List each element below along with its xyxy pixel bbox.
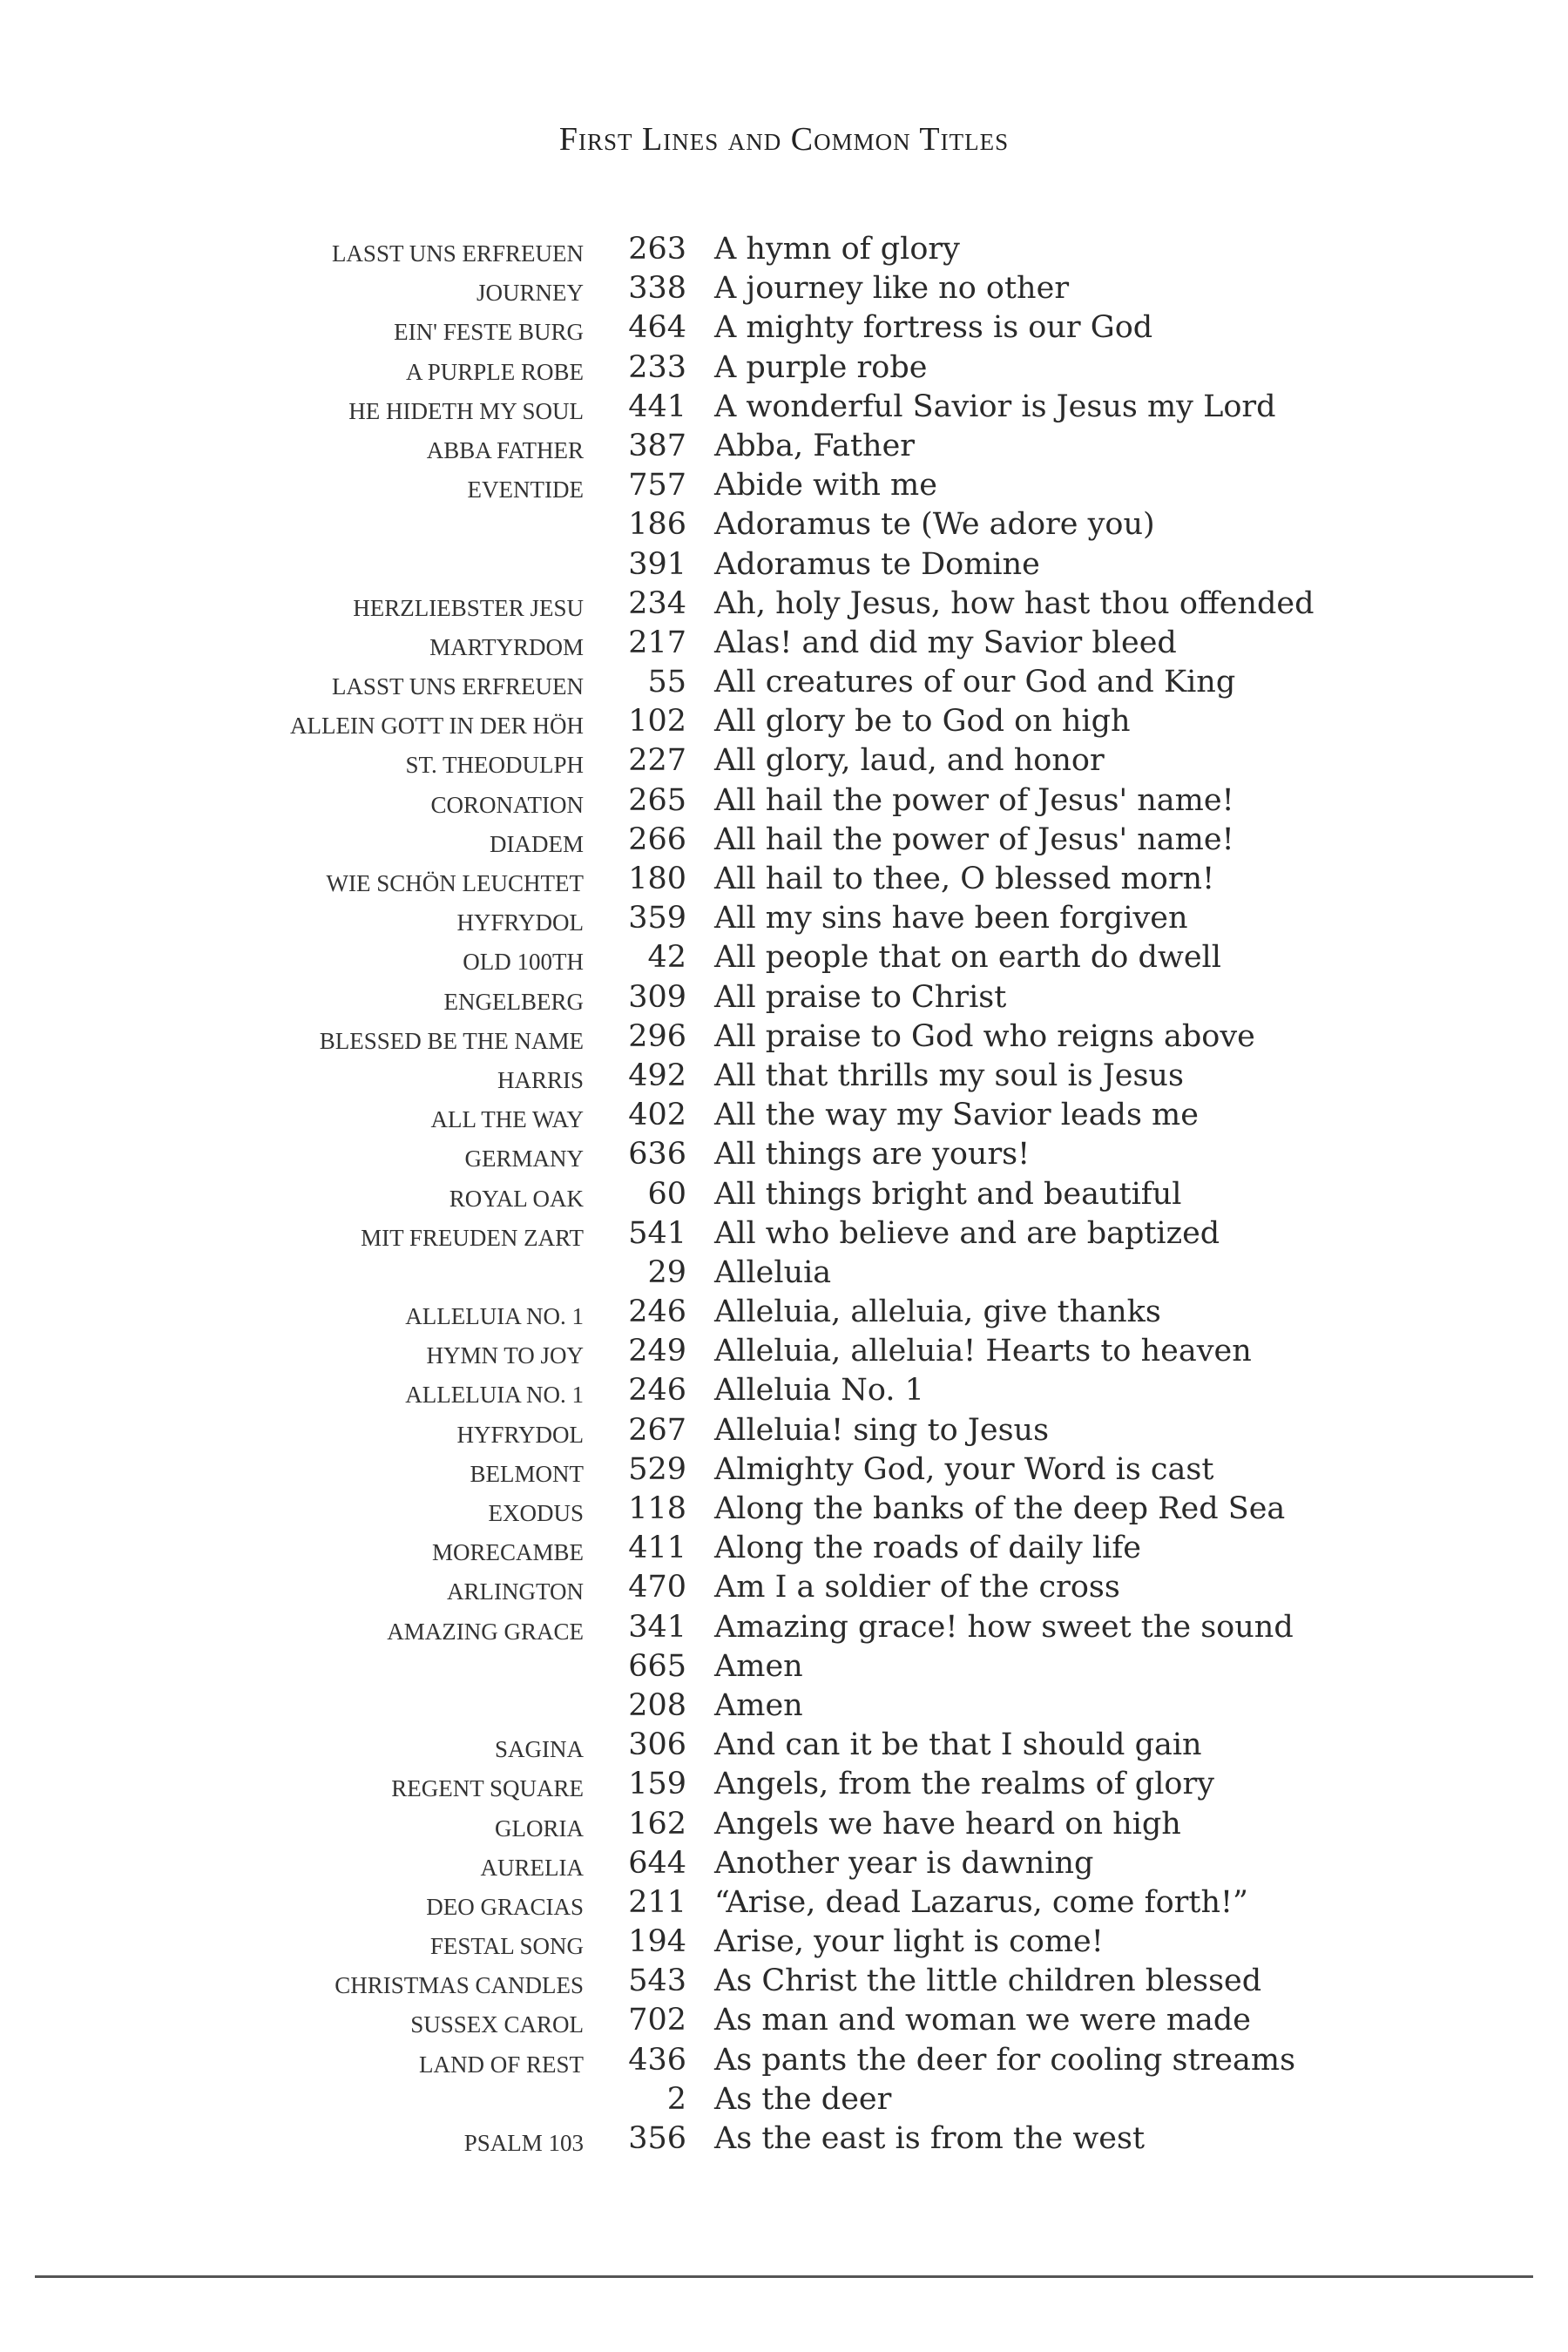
index-row: [0, 386, 1568, 425]
tune-name: GERMANY: [464, 1146, 584, 1173]
index-row: [0, 1724, 1568, 1763]
index-row: [0, 1606, 1568, 1646]
index-row: [0, 1449, 1568, 1488]
tune-name: REGENT SQUARE: [391, 1775, 584, 1802]
index-row: [0, 1685, 1568, 1724]
hymn-number: 543: [628, 1963, 686, 1999]
hymn-number: 267: [628, 1412, 686, 1448]
first-line: Alleluia No. 1: [714, 1373, 924, 1409]
first-line: As man and woman we were made: [714, 2003, 1251, 2038]
hymn-number: 529: [628, 1451, 686, 1487]
tune-name: ALL THE WAY: [430, 1106, 584, 1133]
tune-name: AURELIA: [480, 1854, 584, 1881]
hymn-number: 266: [628, 821, 686, 857]
index-row: [0, 858, 1568, 897]
hymn-number: 118: [628, 1491, 686, 1526]
hymn-number: 470: [628, 1570, 686, 1605]
first-line: Amen: [714, 1648, 803, 1684]
tune-name: MIT FREUDEN ZART: [361, 1224, 584, 1251]
index-row: [0, 1882, 1568, 1921]
first-line: Alleluia, alleluia! Hearts to heaven: [714, 1334, 1252, 1369]
first-line: All hail the power of Jesus' name!: [714, 782, 1234, 818]
hymn-number: 402: [628, 1098, 686, 1133]
first-line: Alas! and did my Savior bleed: [714, 625, 1177, 660]
first-line: Along the roads of daily life: [714, 1531, 1141, 1566]
first-line: As pants the deer for cooling streams: [714, 2042, 1296, 2078]
index-row: [0, 780, 1568, 819]
first-line: A hymn of glory: [714, 232, 960, 267]
tune-name: BELMONT: [470, 1460, 584, 1487]
tune-name: A PURPLE ROBE: [405, 358, 584, 385]
tune-name: WIE SCHÖN LEUCHTET: [326, 870, 584, 896]
first-line: Am I a soldier of the cross: [714, 1570, 1120, 1605]
hymn-number: 306: [628, 1727, 686, 1763]
hymn-number: 233: [628, 349, 686, 385]
first-line: All things bright and beautiful: [714, 1176, 1182, 1212]
index-list: [0, 228, 1568, 2157]
first-line: Abide with me: [714, 468, 937, 504]
footer-rule: [35, 2275, 1533, 2278]
index-row: [0, 464, 1568, 504]
hymn-number: 60: [647, 1176, 686, 1212]
index-row: [0, 504, 1568, 543]
index-row: [0, 1291, 1568, 1330]
index-row: [0, 1252, 1568, 1291]
hymn-number: 411: [628, 1531, 686, 1566]
hymn-number: 356: [628, 2121, 686, 2156]
tune-name: HYMN TO JOY: [426, 1342, 584, 1369]
index-row: [0, 897, 1568, 936]
hymn-number: 29: [647, 1254, 686, 1290]
tune-name: DEO GRACIAS: [426, 1893, 584, 1920]
tune-name: HARRIS: [497, 1066, 584, 1093]
hymn-number: 217: [628, 625, 686, 660]
index-row: [0, 2118, 1568, 2157]
index-row: [0, 307, 1568, 346]
index-row: [0, 622, 1568, 661]
tune-name: EIN' FESTE BURG: [394, 319, 584, 346]
tune-name: ST. THEODULPH: [405, 752, 584, 779]
first-line: Amazing grace! how sweet the sound: [714, 1609, 1294, 1645]
first-line: Angels we have heard on high: [714, 1806, 1181, 1842]
first-line: All things are yours!: [714, 1137, 1031, 1173]
tune-name: DIADEM: [490, 830, 584, 857]
first-line: All who believe and are baptized: [714, 1215, 1220, 1251]
tune-name: ABBA FATHER: [426, 436, 584, 463]
index-row: [0, 1213, 1568, 1252]
first-line: “Arise, dead Lazarus, come forth!”: [714, 1884, 1248, 1920]
index-row: [0, 347, 1568, 386]
first-line: Angels, from the realms of glory: [714, 1767, 1214, 1802]
hymn-number: 644: [628, 1845, 686, 1881]
hymn-number: 263: [628, 232, 686, 267]
first-line: Almighty God, your Word is cast: [714, 1451, 1214, 1487]
tune-name: HYFRYDOL: [456, 909, 584, 936]
tune-name: EXODUS: [488, 1500, 584, 1526]
index-row: [0, 819, 1568, 858]
hymn-number: 234: [628, 585, 686, 621]
hymn-number: 464: [628, 310, 686, 346]
first-line: All glory, laud, and honor: [714, 743, 1105, 779]
tune-name: CHRISTMAS CANDLES: [335, 1972, 584, 1999]
first-line: Another year is dawning: [714, 1845, 1094, 1881]
first-line: All hail the power of Jesus' name!: [714, 821, 1234, 857]
first-line: Adoramus te (We adore you): [714, 507, 1155, 543]
first-line: And can it be that I should gain: [714, 1727, 1202, 1763]
first-line: All hail to thee, O blessed morn!: [714, 862, 1215, 896]
first-line: Alleluia: [714, 1254, 832, 1290]
first-line: As the east is from the west: [714, 2121, 1146, 2156]
index-row: [0, 1763, 1568, 1802]
page-title: First Lines and Common Titles: [558, 121, 1010, 158]
hymn-number: 338: [628, 271, 686, 307]
hymn-number: 265: [628, 782, 686, 818]
first-line: Alleluia, alleluia, give thanks: [714, 1294, 1161, 1330]
index-row: [0, 977, 1568, 1016]
index-row: [0, 1921, 1568, 1960]
index-row: [0, 1527, 1568, 1566]
index-row: [0, 1566, 1568, 1605]
first-line: As Christ the little children blessed: [714, 1963, 1262, 1999]
hymn-number: 757: [628, 468, 686, 504]
index-row: [0, 2039, 1568, 2078]
tune-name: MORECAMBE: [431, 1539, 584, 1566]
hymn-number: 42: [647, 940, 686, 976]
hymn-number: 309: [628, 979, 686, 1015]
tune-name: CORONATION: [430, 791, 584, 818]
tune-name: LASST UNS ERFREUEN: [331, 240, 584, 267]
first-line: All that thrills my soul is Jesus: [714, 1058, 1184, 1093]
first-line: A mighty fortress is our God: [714, 310, 1153, 346]
index-row: [0, 228, 1568, 267]
tune-name: FESTAL SONG: [429, 1933, 584, 1960]
tune-name: SUSSEX CAROL: [410, 2011, 584, 2038]
hymn-number: 211: [628, 1884, 686, 1920]
tune-name: ALLEIN GOTT IN DER HÖH: [290, 713, 584, 740]
tune-name: LASST UNS ERFREUEN: [331, 673, 584, 700]
first-line: Amen: [714, 1687, 803, 1723]
hymn-number: 2: [666, 2081, 686, 2117]
index-row: [0, 425, 1568, 464]
hymn-number: 665: [628, 1648, 686, 1684]
index-row: [0, 1488, 1568, 1527]
first-line: Abba, Father: [714, 428, 916, 463]
hymn-number: 702: [628, 2003, 686, 2038]
tune-name: JOURNEY: [476, 280, 584, 307]
first-line: As the deer: [714, 2081, 892, 2117]
first-line: Alleluia! sing to Jesus: [714, 1412, 1050, 1448]
first-line: Ah, holy Jesus, how hast thou offended: [714, 585, 1315, 621]
tune-name: HE HIDETH MY SOUL: [348, 397, 584, 424]
index-row: [0, 936, 1568, 976]
hymn-number: 227: [628, 743, 686, 779]
index-row: [0, 2078, 1568, 2118]
tune-name: GLORIA: [495, 1815, 584, 1842]
tune-name: HYFRYDOL: [456, 1421, 584, 1448]
hymn-number: 387: [628, 428, 686, 463]
index-row: [0, 1173, 1568, 1213]
index-row: [0, 661, 1568, 700]
hymn-number: 246: [628, 1294, 686, 1330]
index-row: [0, 1369, 1568, 1409]
hymn-number: 636: [628, 1137, 686, 1173]
first-line: All creatures of our God and King: [714, 665, 1236, 700]
tune-name: HERZLIEBSTER JESU: [353, 594, 584, 621]
first-line: Adoramus te Domine: [714, 546, 1040, 582]
first-line: Along the banks of the deep Red Sea: [714, 1491, 1286, 1526]
index-row: [0, 1094, 1568, 1133]
index-row: [0, 544, 1568, 583]
tune-name: ROYAL OAK: [449, 1185, 584, 1212]
tune-name: ENGELBERG: [443, 988, 584, 1015]
first-line: All my sins have been forgiven: [714, 901, 1188, 936]
first-line: A wonderful Savior is Jesus my Lord: [714, 389, 1276, 424]
index-row: [0, 267, 1568, 307]
hymn-number: 194: [628, 1924, 686, 1960]
hymn-number: 102: [628, 704, 686, 740]
tune-name: BLESSED BE THE NAME: [319, 1027, 584, 1054]
hymn-number: 541: [628, 1215, 686, 1251]
index-row: [0, 1330, 1568, 1369]
first-line: Arise, your light is come!: [714, 1924, 1104, 1960]
hymn-number: 246: [628, 1373, 686, 1409]
tune-name: SAGINA: [494, 1736, 584, 1763]
hymn-number: 180: [628, 862, 686, 896]
hymn-number: 441: [628, 389, 686, 424]
index-row: [0, 1646, 1568, 1685]
hymn-number: 359: [628, 901, 686, 936]
index-row: [0, 1409, 1568, 1449]
hymn-number: 159: [628, 1767, 686, 1802]
tune-name: LAND OF REST: [418, 2051, 584, 2078]
first-line: All the way my Savior leads me: [714, 1098, 1199, 1133]
index-row: [0, 1842, 1568, 1882]
first-line: All praise to Christ: [714, 979, 1007, 1015]
tune-name: ALLELUIA NO. 1: [405, 1303, 584, 1330]
first-line: All glory be to God on high: [714, 704, 1131, 740]
index-row: [0, 1960, 1568, 1999]
first-line: A journey like no other: [714, 271, 1070, 307]
index-row: [0, 740, 1568, 779]
hymn-number: 249: [628, 1334, 686, 1369]
first-line: All praise to God who reigns above: [714, 1018, 1255, 1054]
index-row: [0, 700, 1568, 740]
index-row: [0, 583, 1568, 622]
tune-name: MARTYRDOM: [429, 633, 584, 660]
tune-name: ALLELUIA NO. 1: [405, 1382, 584, 1409]
index-row: [0, 1055, 1568, 1094]
hymn-number: 296: [628, 1018, 686, 1054]
hymn-number: 186: [628, 507, 686, 543]
tune-name: AMAZING GRACE: [387, 1618, 584, 1645]
first-line: All people that on earth do dwell: [714, 940, 1221, 976]
first-line: A purple robe: [714, 349, 928, 385]
hymn-number: 341: [628, 1609, 686, 1645]
tune-name: PSALM 103: [463, 2130, 584, 2156]
tune-name: OLD 100TH: [463, 949, 584, 976]
index-row: [0, 1133, 1568, 1173]
hymn-number: 436: [628, 2042, 686, 2078]
hymn-number: 55: [647, 665, 686, 700]
index-row: [0, 1803, 1568, 1842]
index-row: [0, 1999, 1568, 2038]
hymn-number: 391: [628, 546, 686, 582]
hymn-number: 492: [628, 1058, 686, 1093]
tune-name: EVENTIDE: [467, 476, 584, 504]
hymn-number: 208: [628, 1687, 686, 1723]
tune-name: ARLINGTON: [447, 1578, 584, 1605]
hymn-number: 162: [628, 1806, 686, 1842]
index-row: [0, 1016, 1568, 1055]
